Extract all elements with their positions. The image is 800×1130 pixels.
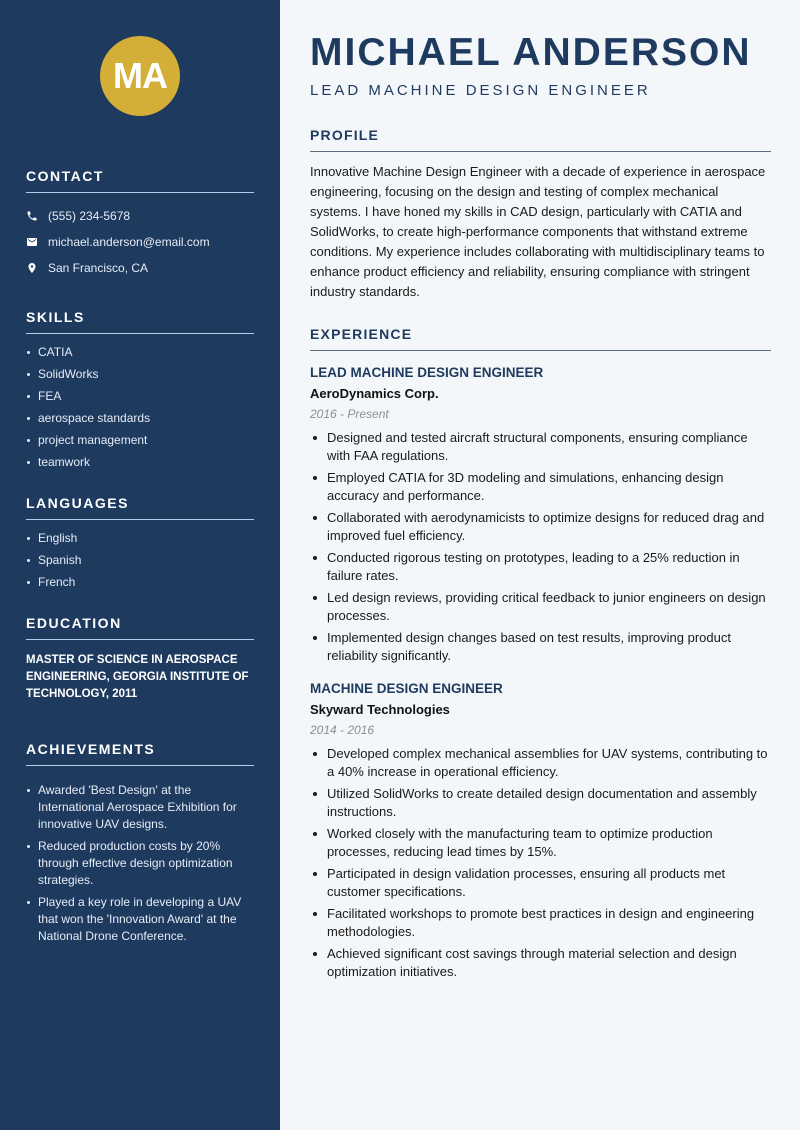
education-entry: MASTER OF SCIENCE IN AEROSPACE ENGINEERING, GEORGIA INSTITUTE OF TECHNOLOGY, 2011 (26, 654, 249, 700)
achievements-heading: ACHIEVEMENTS (26, 741, 254, 766)
skills-list (26, 344, 254, 471)
contact-section (26, 168, 254, 281)
contact-email (26, 229, 254, 255)
job-title: MACHINE DESIGN ENGINEER (310, 681, 503, 696)
job-bullet: Led design reviews, providing critical feedback to junior engineers on design processes. (310, 589, 771, 625)
email-icon (26, 236, 48, 248)
phone-text[interactable]: (555) 234-5678 (48, 209, 131, 223)
experience-section (310, 326, 771, 981)
profile-heading: PROFILE (310, 127, 771, 152)
job-bullet: Designed and tested aircraft structural components, ensuring compliance with FAA regulations. (310, 429, 771, 465)
skill-item: project management (26, 432, 254, 449)
contact-phone (26, 203, 254, 229)
education-heading: EDUCATION (26, 615, 254, 640)
job-title: LEAD MACHINE DESIGN ENGINEER (310, 365, 544, 380)
languages-heading: LANGUAGES (26, 495, 254, 520)
skill-item: FEA (26, 388, 254, 405)
contact-heading: CONTACT (26, 168, 254, 193)
job-bullet: Worked closely with the manufacturing team to optimize production processes, reducing lead times by 15%. (310, 825, 771, 861)
job-bullets (310, 745, 771, 981)
skills-heading: SKILLS (26, 309, 254, 334)
sidebar (0, 0, 280, 1130)
location-text: San Francisco, CA (48, 261, 149, 275)
language-item: English (26, 530, 254, 547)
job-bullet: Developed complex mechanical assemblies for UAV systems, contributing to a 40% increase in operational efficiency. (310, 745, 771, 781)
job-bullet: Implemented design changes based on test results, improving product reliability significantly. (310, 629, 771, 665)
contact-location (26, 255, 254, 281)
job-company: Skyward Technologies (310, 702, 450, 717)
language-item: French (26, 574, 254, 591)
resume-header (310, 30, 771, 99)
job-bullet: Employed CATIA for 3D modeling and simulations, enhancing design accuracy and performance. (310, 469, 771, 505)
job-bullet: Conducted rigorous testing on prototypes, leading to a 25% reduction in failure rates. (310, 549, 771, 585)
job-bullet: Participated in design validation processes, ensuring all products met customer specifications. (310, 865, 771, 901)
achievements-list (26, 782, 254, 945)
job-bullets (310, 429, 771, 665)
job-entry (310, 365, 771, 665)
skill-item: SolidWorks (26, 366, 254, 383)
job-bullet: Utilized SolidWorks to create detailed design documentation and assembly instructions. (310, 785, 771, 821)
skill-item: CATIA (26, 344, 254, 361)
achievement-item: Played a key role in developing a UAV that won the 'Innovation Award' at the National Drone Conference. (26, 894, 254, 945)
job-entry (310, 681, 771, 981)
main-content (280, 0, 800, 1130)
achievement-item: Awarded 'Best Design' at the International Aerospace Exhibition for innovative UAV designs. (26, 782, 254, 833)
education-section (26, 615, 254, 703)
candidate-role: LEAD MACHINE DESIGN ENGINEER (310, 82, 651, 99)
profile-summary: Innovative Machine Design Engineer with a decade of experience in aerospace engineering, focusing on the design and testing of complex mechanical systems. I have honed my skills in CAD design, particularly with CATIA and SolidWorks, to create high-performance components that withstand extreme conditions. My experience includes collaborating with multidisciplinary teams to enhance product efficiency and reliability, ensuring compliance with stringent industry standards. (310, 164, 766, 299)
experience-heading: EXPERIENCE (310, 326, 771, 351)
languages-list (26, 530, 254, 591)
phone-icon (26, 210, 48, 222)
location-pin-icon (26, 262, 48, 274)
achievement-item: Reduced production costs by 20% through effective design optimization strategies. (26, 838, 254, 889)
job-company: AeroDynamics Corp. (310, 386, 439, 401)
avatar: MA (100, 36, 180, 116)
skill-item: teamwork (26, 454, 254, 471)
achievements-section (26, 741, 254, 945)
skill-item: aerospace standards (26, 410, 254, 427)
languages-section (26, 495, 254, 591)
job-bullet: Facilitated workshops to promote best practices in design and engineering methodologies. (310, 905, 771, 941)
email-text[interactable]: michael.anderson@email.com (48, 235, 210, 249)
job-dates: 2014 - 2016 (310, 723, 375, 737)
language-item: Spanish (26, 552, 254, 569)
job-dates: 2016 - Present (310, 407, 389, 421)
profile-section (310, 127, 771, 302)
candidate-name: MICHAEL ANDERSON (310, 31, 752, 74)
skills-section (26, 309, 254, 471)
avatar-wrapper (0, 36, 254, 116)
job-bullet: Collaborated with aerodynamicists to optimize designs for reduced drag and improved fuel efficiency. (310, 509, 771, 545)
job-bullet: Achieved significant cost savings through material selection and design optimization initiatives. (310, 945, 771, 981)
